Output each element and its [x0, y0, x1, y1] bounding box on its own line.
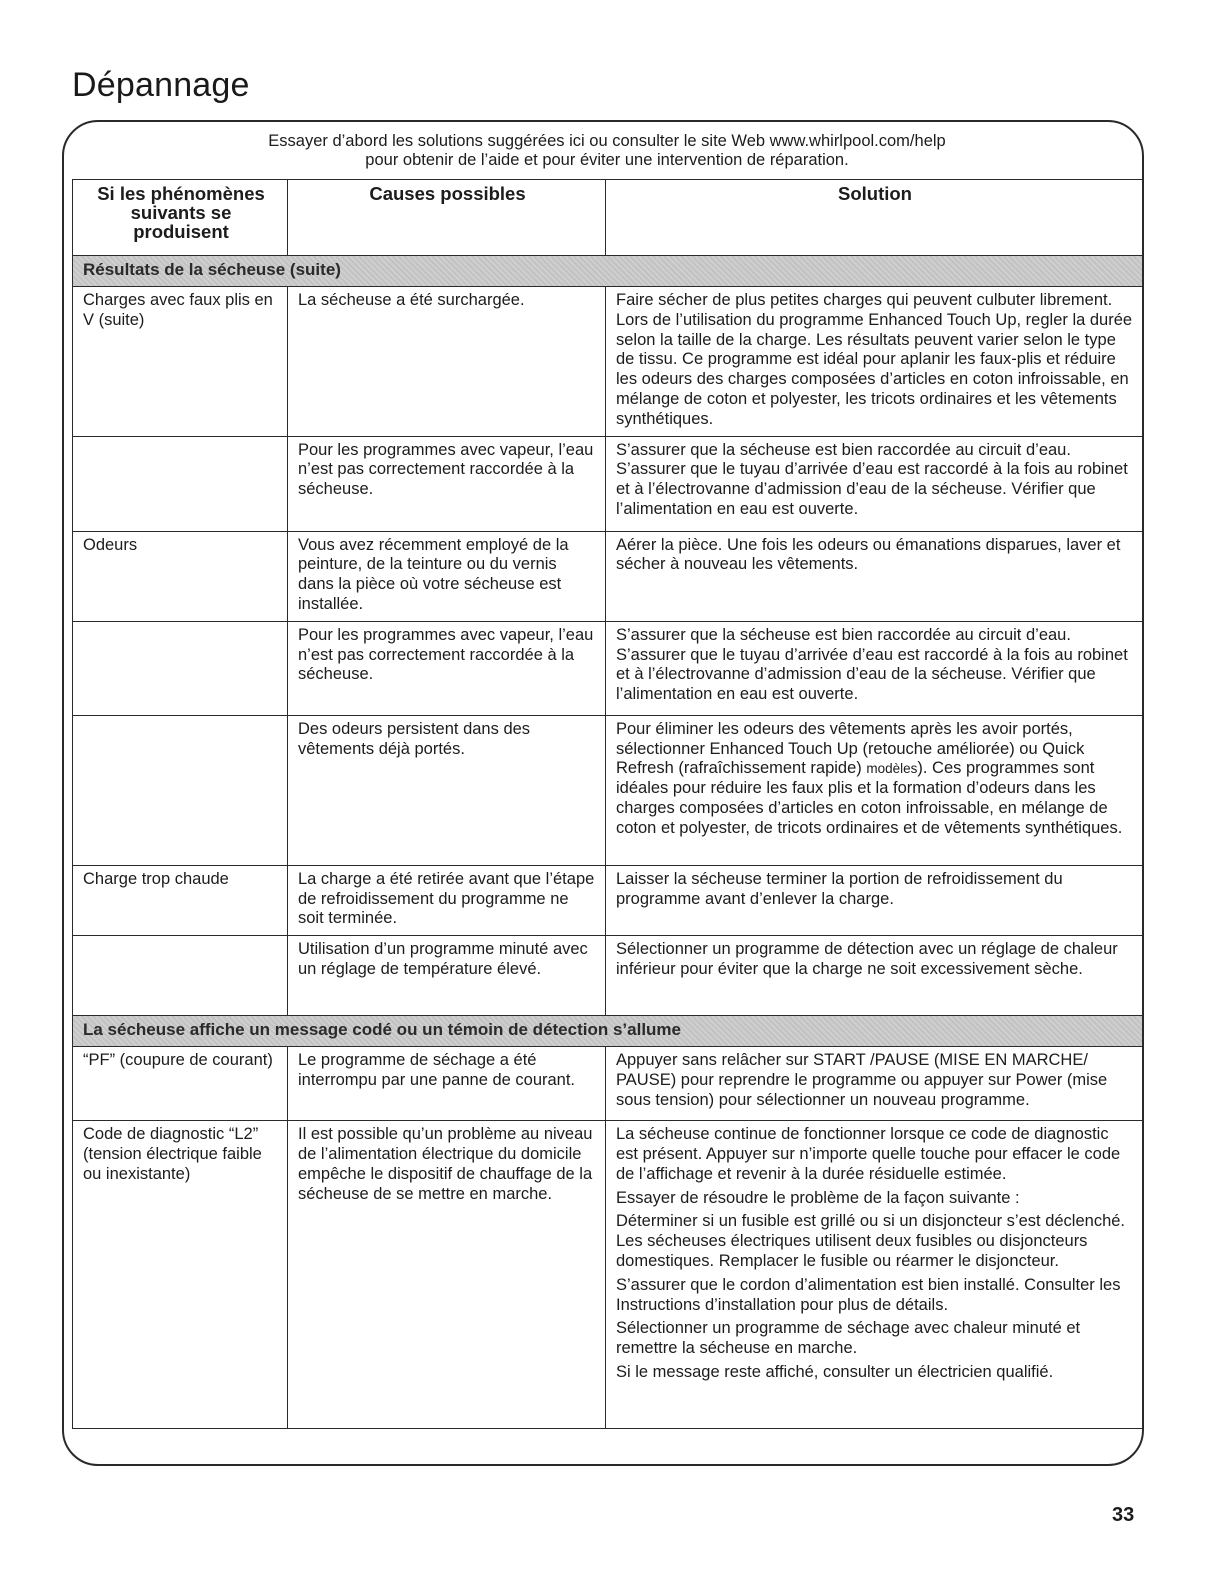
- solution-text: ). Ces programmes sont idéales pour réduire les faux plis et la formation d’odeurs dans les charges composées d’articles en coton infroissable, en mélange de coton et polyester, de tricots ordinaires et de vêtements synthétiques.: [616, 759, 1123, 837]
- models-note: modèles: [866, 761, 918, 777]
- cause-cell: Pour les programmes avec vapeur, l’eau n’est pas correctement raccordée à la sécheuse.: [288, 621, 606, 715]
- header-solution: Solution: [606, 180, 1143, 256]
- symptom-cell: [73, 715, 288, 865]
- header-symptom: Si les phénomènes suivants se produisent: [73, 180, 288, 256]
- solution-cell: [606, 436, 1143, 531]
- solution-paragraph: Aérer la pièce. Une fois les odeurs ou émanations disparues, laver et sécher à nouveau les vêtements.: [616, 535, 1121, 574]
- solution-paragraph: S’assurer que la sécheuse est bien raccordée au circuit d’eau. S’assurer que le tuyau d’arrivée d’eau est raccordé à la fois au robinet et à l’électrovanne d’admission d’eau de la sécheuse. Vérifier que l’alimentation en eau est ouverte.: [616, 440, 1128, 518]
- symptom-cell: Charges avec faux plis en V (suite): [73, 287, 288, 437]
- intro-text: [72, 132, 1142, 170]
- cause-cell: La sécheuse a été surchargée.: [288, 287, 606, 437]
- table-row: [73, 287, 1143, 437]
- solution-paragraph: Faire sécher de plus petites charges qui peuvent culbuter librement. Lors de l’utilisation du programme Enhanced Touch Up, regler la durée selon la taille de la charge. Les résultats peuvent varier selon le type de tissu. Ce programme est idéal pour aplanir les faux-plis et réduire les odeurs des charges composées d’articles en coton infroissable, en mélange de coton et polyester, les tricots ordinaires et les vêtements synthétiques.: [616, 291, 1133, 428]
- symptom-cell: Code de diagnostic “L2” (tension électrique faible ou inexistante): [73, 1121, 288, 1429]
- solution-paragraph: La sécheuse continue de fonctionner lorsque ce code de diagnostic est présent. Appuyer sur n’importe quelle touche pour effacer le code de l’affichage et revenir à la durée résiduelle estimée.: [616, 1125, 1121, 1183]
- cause-cell: Pour les programmes avec vapeur, l’eau n’est pas correctement raccordée à la sécheuse.: [288, 436, 606, 531]
- symptom-cell: Charge trop chaude: [73, 865, 288, 935]
- header-causes: Causes possibles: [288, 180, 606, 256]
- solution-paragraph: Sélectionner un programme de détection avec un réglage de chaleur inférieur pour éviter que la charge ne soit excessivement sèche.: [616, 940, 1118, 978]
- solution-paragraph: Déterminer si un fusible est grillé ou si un disjoncteur s’est déclenché. Les sécheuses électriques utilisent deux fusibles ou disjoncteurs domestiques. Remplacer le fusible ou réarmer le disjoncteur.: [616, 1212, 1126, 1270]
- section-title: Résultats de la sécheuse (suite): [73, 256, 1143, 287]
- solution-paragraph: S’assurer que le cordon d’alimentation est bien installé. Consulter les Instructions d’installation pour plus de détails.: [616, 1275, 1121, 1314]
- solution-paragraph: Laisser la sécheuse terminer la portion de refroidissement du programme avant d’enlever la charge.: [616, 869, 1063, 908]
- solution-cell: [606, 621, 1143, 715]
- intro-line-2: pour obtenir de l’aide et pour éviter une intervention de réparation.: [365, 151, 849, 169]
- symptom-cell: [73, 621, 288, 715]
- section-header: [73, 1016, 1143, 1047]
- solution-paragraph: Sélectionner un programme de séchage avec chaleur minuté et remettre la sécheuse en marche.: [616, 1319, 1081, 1358]
- table-row: [73, 1047, 1143, 1121]
- solution-paragraph: [616, 720, 1134, 839]
- table-row: [73, 436, 1143, 531]
- cause-cell: La charge a été retirée avant que l’étape de refroidissement du programme ne soit terminée.: [288, 865, 606, 935]
- table-row: [73, 865, 1143, 935]
- solution-cell: [606, 715, 1143, 865]
- section-title: La sécheuse affiche un message codé ou un témoin de détection s’allume: [73, 1016, 1143, 1047]
- cause-cell: Vous avez récemment employé de la peinture, de la teinture ou du vernis dans la pièce où votre sécheuse est installée.: [288, 531, 606, 621]
- solution-cell: [606, 1047, 1143, 1121]
- solution-cell: [606, 287, 1143, 437]
- table-body: [73, 256, 1143, 1429]
- cause-cell: Le programme de séchage a été interrompu par une panne de courant.: [288, 1047, 606, 1121]
- page-number: 33: [1112, 1504, 1135, 1526]
- solution-text: Pour éliminer les odeurs des vêtements après les avoir portés, sélectionner Enhanced Touch Up (retouche améliorée) ou Quick Refresh (rafraîchissement rapide): [616, 719, 1085, 778]
- page-title: Dépannage: [72, 66, 250, 104]
- solution-paragraph: S’assurer que la sécheuse est bien raccordée au circuit d’eau. S’assurer que le tuyau d’arrivée d’eau est raccordé à la fois au robinet et à l’électrovanne d’admission d’eau de la sécheuse. Vérifier que l’alimentation en eau est ouverte.: [616, 625, 1128, 704]
- cause-cell: Il est possible qu’un problème au niveau de l’alimentation électrique du domicile empêche le dispositif de chauffage de la sécheuse de se mettre en marche.: [288, 1121, 606, 1429]
- symptom-cell: “PF” (coupure de courant): [73, 1047, 288, 1121]
- table-row: [73, 715, 1143, 865]
- intro-line-1: Essayer d’abord les solutions suggérées ici ou consulter le site Web www.whirlpool.com/help: [268, 132, 946, 150]
- solution-cell: [606, 865, 1143, 935]
- symptom-cell: [73, 936, 288, 1016]
- section-header: [73, 256, 1143, 287]
- cause-cell: Des odeurs persistent dans des vêtements déjà portés.: [288, 715, 606, 865]
- symptom-cell: Odeurs: [73, 531, 288, 621]
- troubleshooting-table: [72, 179, 1143, 1429]
- solution-cell: [606, 1121, 1143, 1429]
- solution-paragraph: Essayer de résoudre le problème de la façon suivante :: [616, 1188, 1020, 1207]
- symptom-cell: [73, 436, 288, 531]
- cause-cell: Utilisation d’un programme minuté avec un réglage de température élevé.: [288, 936, 606, 1016]
- table-row: [73, 531, 1143, 621]
- table-row: [73, 1121, 1143, 1429]
- solution-paragraph: Appuyer sans relâcher sur START /PAUSE (MISE EN MARCHE/ PAUSE) pour reprendre le programme ou appuyer sur Power (mise sous tension) pour sélectionner un nouveau programme.: [616, 1051, 1108, 1109]
- solution-cell: [606, 936, 1143, 1016]
- table-row: [73, 621, 1143, 715]
- solution-cell: [606, 531, 1143, 621]
- table-row: [73, 936, 1143, 1016]
- solution-paragraph: Si le message reste affiché, consulter un électricien qualifié.: [616, 1362, 1054, 1381]
